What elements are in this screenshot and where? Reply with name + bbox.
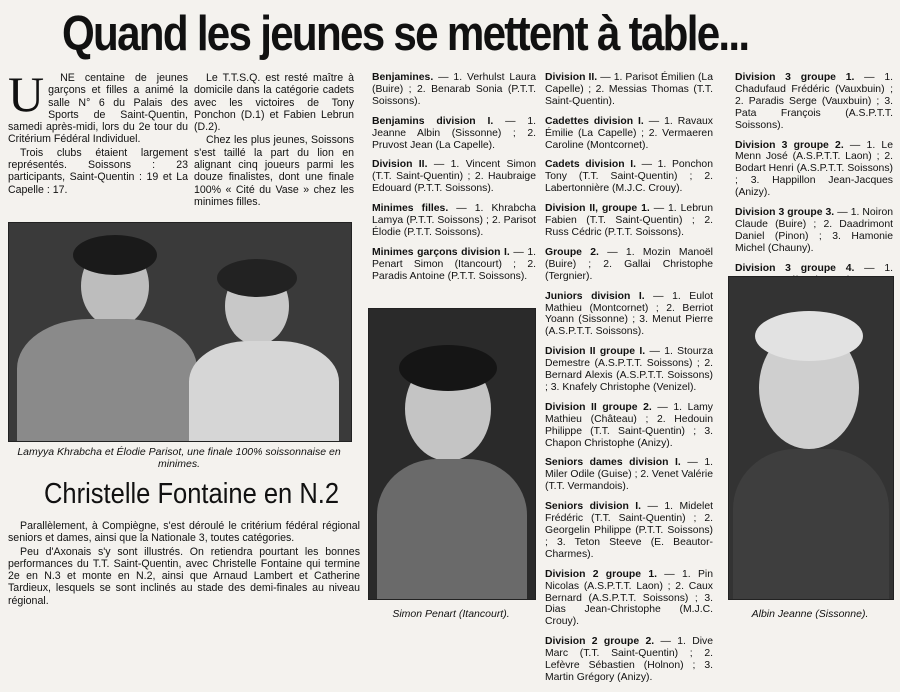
result-entry: Seniors dames division I. — 1. Miler Odile (Guise) ; 2. Venet Valérie (T.T. Vermandois). <box>545 457 714 493</box>
result-entry: Division 3 groupe 2. — 1. Le Menn José (A.S.P.T.T. Laon) ; 2. Bodart Henri (A.S.P.T.T. Soissons) ; 3. Happillon Jean-Jacques (Anizy). <box>735 139 893 199</box>
hair-penart <box>399 345 497 391</box>
result-category: Groupe 2. <box>545 246 599 258</box>
result-text: 1. Ponchon Tony (T.T. Saint-Quentin) ; 2. Labertonnière (M.J.C. Crouy). <box>545 159 713 195</box>
section-title-fontaine: Christelle Fontaine en N.2 <box>44 478 340 510</box>
result-category: Seniors dames division I. <box>545 457 681 469</box>
result-entry: Minimes garçons division I. — 1. Penart Simon (Itancourt) ; 2. Paradis Antoine (P.T.T. Soissons). <box>372 246 537 282</box>
result-category: Minimes filles. <box>372 203 449 215</box>
result-text: 1. Jeanne Albin (Sissonne) ; 2. Pruvost Jean (La Capelle). <box>372 115 537 151</box>
cadets-text <box>194 72 354 209</box>
hair-jeanne <box>755 311 863 361</box>
result-text: 1. Lamy Mathieu (Château) ; 2. Hedouin Philippe (T.T. Saint-Quentin) ; 3. Chapon Christophe (Anizy). <box>545 401 713 449</box>
result-text: 1. Penart Simon (Itancourt) ; 2. Paradis Antoine (P.T.T. Soissons). <box>372 246 537 282</box>
result-text: 1. Lebrun Fabien (T.T. Saint-Quentin) ; 2. Russ Cédric (P.T.T. Soissons). <box>545 203 713 238</box>
result-text: 1. Miler Odile (Guise) ; 2. Venet Valérie (T.T. Vermandois). <box>545 457 714 493</box>
result-entry: Cadettes division I. — 1. Ravaux Émilie (La Capelle) ; 2. Vermaeren Caroline (Montcornet). <box>545 115 713 151</box>
result-category: Cadettes division I. <box>545 115 644 127</box>
caption-photo-1: Lamyya Khrabcha et Élodie Parisot, une finale 100% soissonnaise en minimes. <box>17 446 341 470</box>
compiegne-text <box>8 520 360 608</box>
result-entry: Division 2 groupe 2. — 1. Dive Marc (T.T. Saint-Quentin) ; 2. Lefèvre Sébastien (Holnon) ; 3. Martin Grégory (Anizy). <box>545 636 714 683</box>
result-category: Division 2 groupe 1. <box>545 568 657 580</box>
result-category: Division II. <box>372 159 428 171</box>
result-entry: Division II groupe I. — 1. Stourza Demestre (A.S.P.T.T. Soissons) ; 2. Bernard Alexis (A.S.P.T.T. Soissons) ; 3. Knafely Christophe (Venizel). <box>545 346 713 393</box>
intro-paragraph-2: Trois clubs étaient largement représentés. Soissons : 23 participants, Saint-Quentin : 19 et La Capelle : 17. <box>8 146 188 196</box>
section2-paragraph-1: Parallèlement, à Compiègne, s'est déroulé le critérium fédéral régional seniors et dames, ainsi que la Nationale 3, toutes catégories. <box>8 520 360 545</box>
shirt-penart <box>377 459 527 599</box>
result-category: Division 3 groupe 4. <box>735 262 855 274</box>
caption-photo-2: Simon Penart (Itancourt). <box>392 608 510 620</box>
result-text: 1. Le Menn José (A.S.P.T.T. Laon) ; 2. Bodart Henri (A.S.P.T.T. Soissons) ; 3. Happillon Jean-Jacques (Anizy). <box>735 139 893 199</box>
intro-paragraph-1: NE centaine de jeunes garçons et filles a animé la salle N° 6 du Palais des Sports de Saint-Quentin, samedi après-midi, lors du 2e tour du Critérium Fédéral Individuel. <box>8 72 188 146</box>
results-column-3 <box>372 72 536 291</box>
photo-khrabcha-parisot <box>8 222 352 442</box>
result-text: 1. Verhulst Laura (Buire) ; 2. Benarab Sonia (P.T.T. Soissons). <box>372 72 537 107</box>
result-category: Benjamins division I. <box>372 115 494 127</box>
result-entry: Division II, groupe 1. — 1. Lebrun Fabien (T.T. Saint-Quentin) ; 2. Russ Cédric (P.T.T. Soissons). <box>545 203 713 238</box>
result-entry: Division II. — 1. Parisot Émilien (La Capelle) ; 2. Messias Thomas (T.T. Saint-Quentin). <box>545 72 713 107</box>
col2-paragraph-2: Chez les plus jeunes, Soissons s'est taillé la part du lion en alignant cinq joueurs parmi les douze finalistes, dont une finale 100% « Cité du Vase » chez les minimes filles. <box>194 134 354 208</box>
jacket-jeanne <box>733 449 889 599</box>
result-text: 1. Pin Nicolas (A.S.P.T.T. Laon) ; 2. Caux Bernard (A.S.P.T.T. Soissons) ; 3. Dias Jean-Christophe (M.J.C. Crouy). <box>545 568 714 628</box>
result-category: Minimes garçons division I. <box>372 246 510 258</box>
result-text: 1. Noiron Claude (Buire) ; 2. Daadrimont Daniel (Pinon) ; 3. Hamonie Michel (Chauny). <box>735 207 894 254</box>
hair-right <box>217 259 297 297</box>
results-column-4 <box>545 72 713 692</box>
result-category: Division 3 groupe 3. <box>735 207 835 219</box>
result-text: 1. Khrabcha Lamya (P.T.T. Soissons) ; 2. Parisot Élodie (P.T.T. Soissons). <box>372 203 536 238</box>
section2-paragraph-2: Peu d'Axonais s'y sont illustrés. On retiendra pourtant les bonnes performances du T.T. Saint-Quentin, avec Christelle Fontaine qui termine 2e en N.3 et monte en N.2, ainsi que Arnaud Lambert et Catherine Tardieux, lesquels se sont inclinés au stade des demi-finales au niveau régional. <box>8 545 360 607</box>
result-category: Juniors division I. <box>545 290 645 302</box>
result-category: Division 2 groupe 2. <box>545 636 655 648</box>
result-entry: Division II. — 1. Vincent Simon (T.T. Saint-Quentin) ; 2. Haubraige Edouard (P.T.T. Soissons). <box>372 159 536 195</box>
result-category: Division 3 groupe 2. <box>735 139 844 151</box>
result-text: 1. Chadufaud Frédéric (Vauxbuin) ; 2. Paradis Serge (Vauxbuin) ; 3. Pata François (A.S.P.T.T. Soissons). <box>735 72 893 131</box>
result-text: 1. Ravaux Émilie (La Capelle) ; 2. Vermaeren Caroline (Montcornet). <box>545 115 713 151</box>
result-entry: Division 3 groupe 4. — 1. <box>735 263 893 311</box>
result-category: Benjamines. <box>372 72 434 83</box>
result-text: 1. Midelet Frédéric (T.T. Saint-Quentin) ; 2. Georgelin Philippe (P.T.T. Soissons) ; 3. Teton Steeve (E. Beautor-Charmes). <box>545 501 713 560</box>
result-text: 1. Stourza Demestre (A.S.P.T.T. Soissons) ; 2. Bernard Alexis (A.S.P.T.T. Soissons) ; 3. Knafely Christophe (Venizel). <box>545 346 713 393</box>
result-category: Seniors division I. <box>545 501 642 513</box>
photo-albin-jeanne <box>728 276 894 600</box>
result-entry: Division 3 groupe 1. — 1. Chadufaud Frédéric (Vauxbuin) ; 2. Paradis Serge (Vauxbuin) ; 3. Pata François (A.S.P.T.T. Soissons). <box>735 72 893 131</box>
result-category: Division 3 groupe 1. <box>735 72 855 83</box>
result-category: Division II, groupe 1. <box>545 203 650 215</box>
result-text: 1. Parisot Émilien (La Capelle) ; 2. Messias Thomas (T.T. Saint-Quentin). <box>545 72 713 107</box>
photo-simon-penart <box>368 308 536 600</box>
headline: Quand les jeunes se mettent à table... <box>62 7 749 61</box>
result-category: Cadets division I. <box>545 159 636 171</box>
result-entry: Benjamines. — 1. Verhulst Laura (Buire) ; 2. Benarab Sonia (P.T.T. Soissons). <box>372 72 537 107</box>
result-category: Division II. <box>545 72 598 83</box>
result-text: 1. Vincent Simon (T.T. Saint-Quentin) ; 2. Haubraige Edouard (P.T.T. Soissons). <box>372 159 536 195</box>
col2-paragraph-1: Le T.T.S.Q. est resté maître à domicile dans la catégorie cadets avec les victoires de Tony Ponchon (D.1) et Fabien Lebrun (D.2). <box>194 72 354 134</box>
result-text: 1. Dive Marc (T.T. Saint-Quentin) ; 2. Lefèvre Sébastien (Holnon) ; 3. Martin Grégory (Anizy). <box>545 636 714 683</box>
result-entry: Division II groupe 2. — 1. Lamy Mathieu (Château) ; 2. Hedouin Philippe (T.T. Saint-Quentin) ; 3. Chapon Christophe (Anizy). <box>545 401 713 449</box>
result-entry: Division 3 groupe 3. — 1. Noiron Claude (Buire) ; 2. Daadrimont Daniel (Pinon) ; 3. Hamonie Michel (Chauny). <box>735 207 894 254</box>
intro-text <box>8 66 188 197</box>
result-category: Division II groupe 2. <box>545 401 652 413</box>
caption-photo-3: Albin Jeanne (Sissonne). <box>751 608 869 620</box>
result-entry: Minimes filles. — 1. Khrabcha Lamya (P.T.T. Soissons) ; 2. Parisot Élodie (P.T.T. Soissons). <box>372 203 536 238</box>
result-category: Division II groupe I. <box>545 346 646 358</box>
result-entry: Cadets division I. — 1. Ponchon Tony (T.T. Saint-Quentin) ; 2. Labertonnière (M.J.C. Crouy). <box>545 159 713 195</box>
dropcap: U <box>8 66 45 122</box>
result-entry: Division 2 groupe 1. — 1. Pin Nicolas (A.S.P.T.T. Laon) ; 2. Caux Bernard (A.S.P.T.T. Soissons) ; 3. Dias Jean-Christophe (M.J.C. Crouy). <box>545 568 714 628</box>
hair-left <box>73 235 157 275</box>
jacket-left <box>17 319 197 442</box>
result-text: 1. Eulot Mathieu (Montcornet) ; 2. Berriot Yoann (Sissonne) ; 3. Menut Pierre (A.S.P.T.T. Soissons). <box>545 290 713 338</box>
result-entry: Groupe 2. — 1. Mozin Manoël (Buire) ; 2. Gallai Christophe (Tergnier). <box>545 246 713 282</box>
result-text: 1. <box>884 262 893 274</box>
result-entry: Benjamins division I. — 1. Jeanne Albin (Sissonne) ; 2. Pruvost Jean (La Capelle). <box>372 115 537 151</box>
result-entry: Juniors division I. — 1. Eulot Mathieu (Montcornet) ; 2. Berriot Yoann (Sissonne) ; 3. Menut Pierre (A.S.P.T.T. Soissons). <box>545 290 713 338</box>
result-entry: Seniors division I. — 1. Midelet Frédéric (T.T. Saint-Quentin) ; 2. Georgelin Philippe (P.T.T. Soissons) ; 3. Teton Steeve (E. Beautor-Charmes). <box>545 501 713 560</box>
result-text: 1. Mozin Manoël (Buire) ; 2. Gallai Christophe (Tergnier). <box>545 246 713 282</box>
sweater-right <box>189 341 339 442</box>
